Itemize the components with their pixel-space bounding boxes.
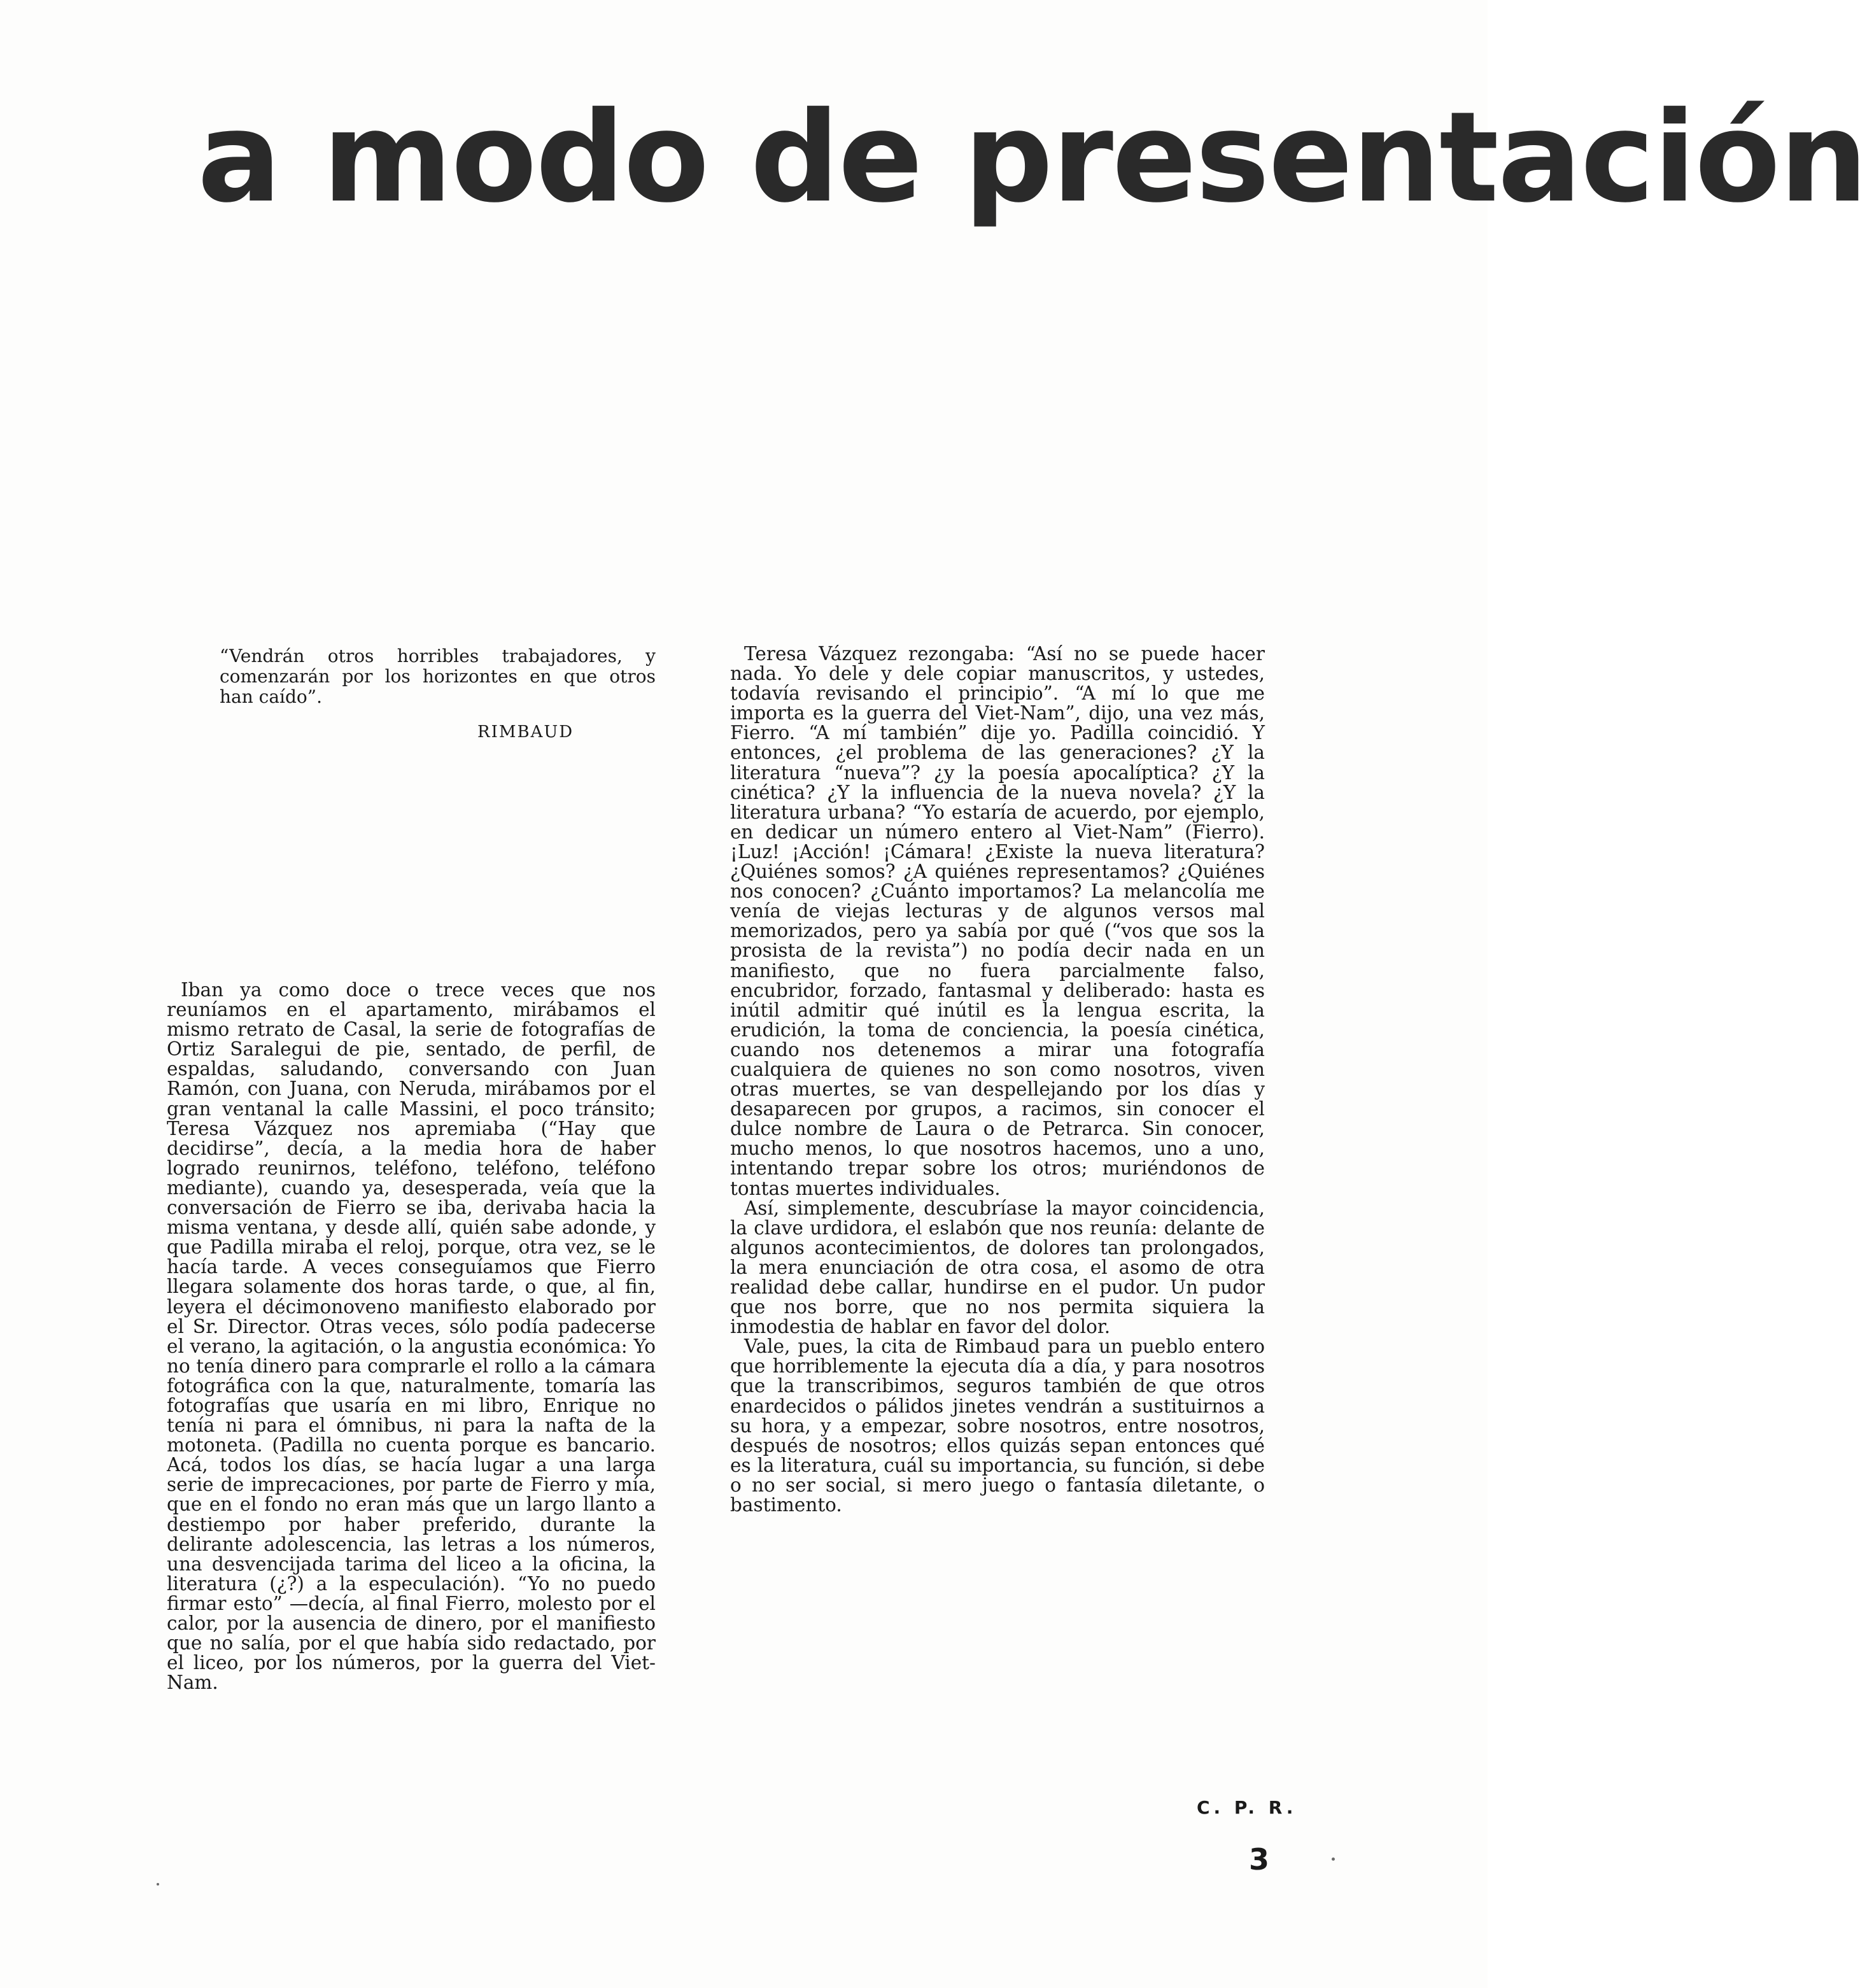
paragraph: Iban ya como doce o trece veces que nos reuníamos en el apartamento, mirábamos el mismo retrato de Casal, la serie de fotografías de Ortiz Saralegui de pie, sentado, de perfil, de espaldas, saludando, conversando con Juan Ramón, con Juana, con Neruda, mirábamos por el gran ventanal la calle Massini, el poco tránsito; Teresa Vázquez nos apremiaba (“Hay que decidirse”, decía, a la media hora de haber logrado reunirnos, teléfono, teléfono, teléfono mediante), cuando ya, desesperada, veía que la conversación de Fierro se iba, derivaba hacia la misma ventana, y desde allí, quién sabe adonde, y que Padilla miraba el reloj, porque, otra vez, se le hacía tarde. A veces conseguíamos que Fierro llegara solamente dos horas tarde, o que, al fin, leyera el décimonoveno manifiesto elaborado por el Sr. Director. Otras veces, sólo podía padecerse el verano, la agitación, o la angustia económica: Yo no tenía dinero para comprarle el rollo a la cámara fotográfica con la que, naturalmente, tomaría las fotografías que usaría en mi libro, Enrique no tenía ni para el ómnibus, ni para la nafta de la motoneta. (Padilla no cuenta porque es bancario. Acá, todos los días, se hacía lugar a una larga serie de imprecaciones, por parte de Fierro y mía, que en el fondo no eran más que un largo llanto a destiempo por haber preferido, durante la delirante adolescencia, las letras a los números, una desvencijada tarima del liceo a la oficina, la literatura (¿?) a la especulación). “Yo no puedo firmar esto” —decía, al final Fierro, molesto por el calor, por la ausencia de dinero, por el manifiesto que no salía, por el que había sido redactado, por el liceo, por los números, por la guerra del Viet-Nam. (167, 979, 656, 1694)
page-title: a modo de presentación (197, 85, 1867, 230)
paragraph: Vale, pues, la cita de Rimbaud para un pueblo entero que horriblemente la ejecuta día a día, y para nosotros que la transcribimos, seguros también de que otros enardecidos o pálidos jinetes vendrán a sustituirnos a su hora, y a empezar, sobre nosotros, entre nosotros, después de nosotros; ellos quizás sepan entonces qué es la literatura, cuál su importancia, su función, si debe o no ser social, si mero juego o fantasía diletante, o bastimento. (730, 1336, 1265, 1516)
epigraph (220, 646, 656, 707)
ink-speck (1332, 1858, 1335, 1861)
paragraph: Así, simplemente, descubríase la mayor coincidencia, la clave urdidora, el eslabón que nos reunía: delante de algunos acontecimientos, de dolores tan prolongados, la mera enunciación de otra cosa, el asomo de otra realidad debe callar, hundirse en el pudor. Un pudor que nos borre, que no nos permita siquiera la inmodestia de hablar en favor del dolor. (730, 1197, 1265, 1338)
page-number: 3 (1249, 1842, 1270, 1877)
signature: C. P. R. (1197, 1797, 1297, 1818)
paragraph: Teresa Vázquez rezongaba: “Así no se puede hacer nada. Yo dele y dele copiar manuscritos, y ustedes, todavía revisando el principio”. “A mí lo que me importa es la guerra del Viet-Nam”, dijo, una vez más, Fierro. “A mí también” dije yo. Padilla coincidió. Y entonces, ¿el problema de las generaciones? ¿Y la literatura “nueva”? ¿y la poesía apocalíptica? ¿Y la cinética? ¿Y la influencia de la nueva novela? ¿Y la literatura urbana? “Yo estaría de acuerdo, por ejemplo, en dedicar un número entero al Viet-Nam” (Fierro). ¡Luz! ¡Acción! ¡Cámara! ¿Existe la nueva literatura? ¿Quiénes somos? ¿A quiénes representamos? ¿Quiénes nos conocen? ¿Cuánto importamos? La melancolía me venía de viejas lecturas y de algunos versos mal memorizados, pero ya sabía por qué (“vos que sos la prosista de la revista”) no podía decir nada en un manifiesto, que no fuera parcialmente falso, encubridor, forzado, fantasmal y deliberado: hasta es inútil admitir qué inútil es la lengua escrita, la erudición, la toma de conciencia, la poesía cinética, cuando nos detenemos a mirar una fotografía cualquiera de quienes no son como nosotros, viven otras muertes, se van despellejando por los días y desaparecen por grupos, a racimos, sin conocer el dulce nombre de Laura o de Petrarca. Sin conocer, mucho menos, lo que nosotros hacemos, uno a uno, intentando trepar sobre los otros; muriéndonos de tontas muertes individuales. (730, 643, 1265, 1199)
epigraph-quote: “Vendrán otros horribles trabajadores, y comenzarán por los horizontes en que otros han caído”. (220, 645, 656, 707)
left-column (167, 980, 656, 1693)
ink-speck (157, 1883, 159, 1886)
right-column (730, 644, 1265, 1515)
epigraph-author: RIMBAUD (477, 723, 574, 742)
